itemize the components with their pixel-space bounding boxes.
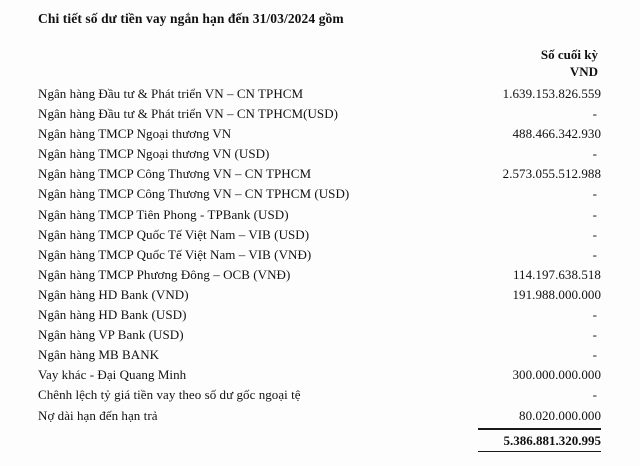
table-row (38, 104, 601, 124)
row-value: 488.466.342.930 (512, 126, 601, 142)
table-row (38, 84, 601, 104)
table-row (38, 164, 601, 184)
row-label: Ngân hàng TMCP Quốc Tế Việt Nam – VIB (USD) (38, 226, 310, 242)
column-header-currency: VND (569, 64, 598, 79)
table-row (38, 245, 601, 265)
row-label: Vay khác - Đại Quang Minh (38, 367, 187, 383)
row-label: Chênh lệch tỷ giá tiền vay theo số dư gốc ngoại tệ (38, 387, 301, 403)
row-value: 1.639.153.826.559 (502, 86, 601, 101)
row-value: - (592, 327, 597, 343)
row-label: Ngân hàng MB BANK (38, 347, 160, 363)
table-row (38, 205, 601, 225)
row-value: 80.020.000.000 (519, 407, 601, 423)
row-label: Ngân hàng Đầu tư & Phát triển VN – CN TPHCM(USD) (38, 106, 339, 122)
table-row (38, 345, 601, 365)
row-label: Nợ dài hạn đến hạn trả (38, 407, 158, 423)
loan-detail-table (38, 84, 601, 426)
row-value: - (592, 186, 597, 202)
table-row (38, 144, 601, 164)
table-row (38, 305, 601, 325)
row-value: - (592, 206, 597, 222)
row-label: Ngân hàng TMCP Công Thương VN – CN TPHCM (USD) (38, 186, 350, 202)
row-label: Ngân hàng TMCP Công Thương VN – CN TPHCM (38, 166, 312, 182)
row-label: Ngân hàng TMCP Ngoại thương VN (38, 126, 232, 142)
table-row (38, 265, 601, 285)
row-label: Ngân hàng TMCP Ngoại thương VN (USD) (38, 146, 270, 162)
table-row (38, 184, 601, 204)
row-label: Ngân hàng VP Bank (USD) (38, 327, 184, 343)
row-label: Ngân hàng TMCP Quốc Tế Việt Nam – VIB (VNĐ) (38, 246, 312, 262)
row-value: 300.000.000.000 (512, 367, 601, 383)
row-label: Ngân hàng HD Bank (VND) (38, 286, 189, 302)
row-value: - (592, 347, 597, 363)
total-rule-bottom (478, 451, 601, 453)
total-value: 5.386.881.320.995 (503, 432, 601, 448)
table-row (38, 365, 601, 385)
row-value: - (592, 106, 597, 122)
row-value: 191.988.000.000 (512, 286, 601, 302)
row-label: Ngân hàng Đầu tư & Phát triển VN – CN TPHCM (38, 86, 304, 101)
row-value: 2.573.055.512.988 (502, 166, 601, 182)
row-value: 114.197.638.518 (512, 266, 601, 282)
row-value: - (592, 246, 597, 262)
table-row (38, 385, 601, 405)
table-row (38, 285, 601, 305)
row-value: - (592, 226, 597, 242)
table-row (38, 406, 601, 426)
column-header-period: Số cuối kỳ (540, 47, 598, 62)
page-title: Chi tiết số dư tiền vay ngắn hạn đến 31/03/2024 gồm (38, 11, 344, 26)
row-label: Ngân hàng TMCP Phương Đông – OCB (VNĐ) (38, 266, 291, 282)
row-label: Ngân hàng HD Bank (USD) (38, 307, 187, 323)
table-row (38, 124, 601, 144)
column-header (541, 46, 598, 80)
row-label: Ngân hàng TMCP Tiên Phong - TPBank (USD) (38, 206, 289, 222)
row-value: - (592, 146, 597, 162)
total-row (478, 428, 601, 452)
row-value: - (592, 307, 597, 323)
row-value: - (592, 387, 597, 403)
table-row (38, 325, 601, 345)
table-row (38, 225, 601, 245)
